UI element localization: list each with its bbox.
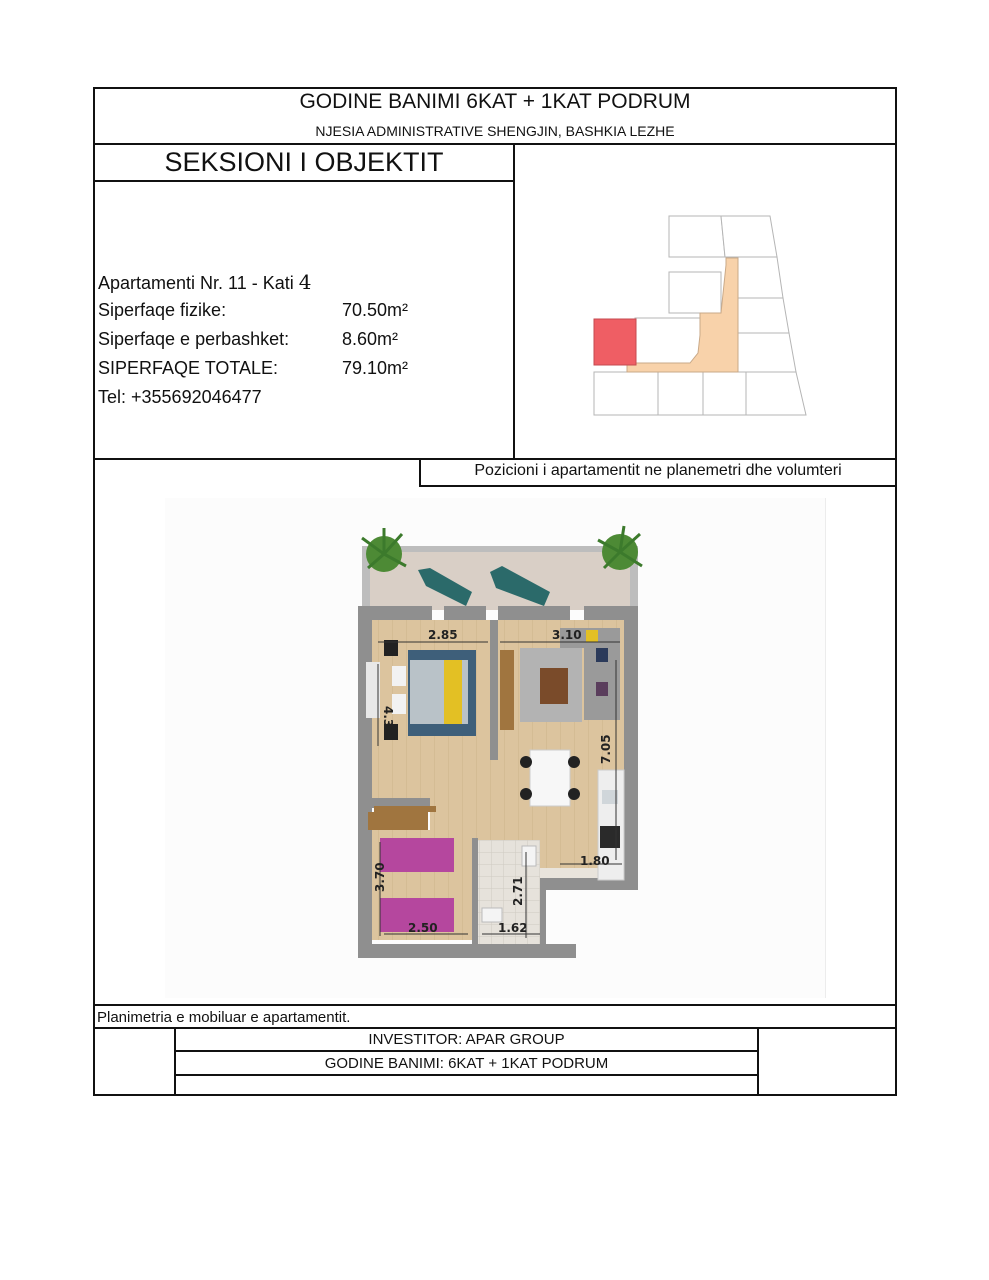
key-plan-unit [669,272,721,313]
tv-unit [500,650,514,730]
apartment-number [98,270,312,294]
toilet [522,846,536,866]
dim-kids-room-depth: 3.70 [373,862,387,892]
area-label-common: Siperfaqe e perbashket: [98,329,290,349]
footer-right-col [757,1027,759,1095]
area-value-common: 8.60m² [342,329,399,349]
key-plan [580,205,820,425]
info-bottom-divider [93,458,897,460]
bed-throw [444,660,462,724]
key-plan-unit [658,372,703,415]
coffee-table [540,668,568,704]
dim-kids-room-width: 2.50 [408,921,438,935]
floor-plan [165,498,826,998]
cushion [596,682,608,696]
position-caption: Pozicioni i apartamentit ne planemetri dhe volumteri [474,462,842,479]
key-plan-unit [738,257,783,298]
dim-bedroom-width: 2.85 [428,628,458,642]
dim-living-width: 3.10 [552,628,582,642]
single-bed [380,838,454,872]
key-plan-highlighted-apartment [594,319,636,365]
footer-row-2 [174,1074,759,1076]
dining-chair [568,756,580,768]
floor-plan-drawing [165,498,825,998]
footer-building: GODINE BANIMI: 6KAT + 1KAT PODRUM [324,1055,609,1072]
area-value-physical: 70.50m² [342,300,409,320]
investor: INVESTITOR: APAR GROUP [368,1031,565,1048]
washbasin [482,908,502,922]
phone-number: Tel: +355692046477 [98,387,262,407]
terrace-parapet [362,546,638,552]
dim-bathroom-width: 1.62 [498,921,528,935]
document-title: GODINE BANIMI 6KAT + 1KAT PODRUM [299,90,691,113]
dim-bathroom-depth: 2.71 [511,876,525,906]
header-divider [93,143,897,145]
pillow [392,666,406,686]
area-label-physical: Siperfaqe fizike: [98,300,227,320]
key-plan-unit [703,372,746,415]
footer-top [93,1027,897,1029]
footer-row-1 [174,1050,759,1052]
floor-number: 4 [298,270,312,294]
key-plan-unit [738,298,789,333]
apartment-label: Apartamenti Nr. 11 - Kati [98,273,294,293]
caption-tab-bottom [419,485,897,487]
dining-table [530,750,570,806]
dim-balcony-width: 1.80 [580,854,610,868]
key-plan-unit [738,333,796,372]
stove [600,826,620,848]
section-heading-underline [93,180,514,182]
area-value-total: 79.10m² [342,358,409,378]
plan-bottom-divider [93,1004,897,1006]
cushion [586,630,598,642]
key-plan-unit [721,216,777,257]
plan-caption: Planimetria e mobiluar e apartamentit. [97,1009,351,1026]
dining-chair [568,788,580,800]
cushion [596,648,608,662]
dim-bedroom-depth: 4.30 [381,706,395,736]
key-plan-unit [738,372,806,415]
key-plan-unit [594,372,658,415]
dining-chair [520,788,532,800]
key-plan-unit [635,318,700,363]
area-label-total: SIPERFAQE TOTALE: [98,358,279,378]
bookshelf [368,812,428,830]
section-heading: SEKSIONI I OBJEKTIT [164,147,444,177]
info-divider [513,143,515,459]
document-subtitle: NJESIA ADMINISTRATIVE SHENGJIN, BASHKIA LEZHE [315,123,675,139]
dim-living-depth: 7.05 [599,734,613,764]
key-plan-unit [669,216,725,257]
dining-chair [520,756,532,768]
